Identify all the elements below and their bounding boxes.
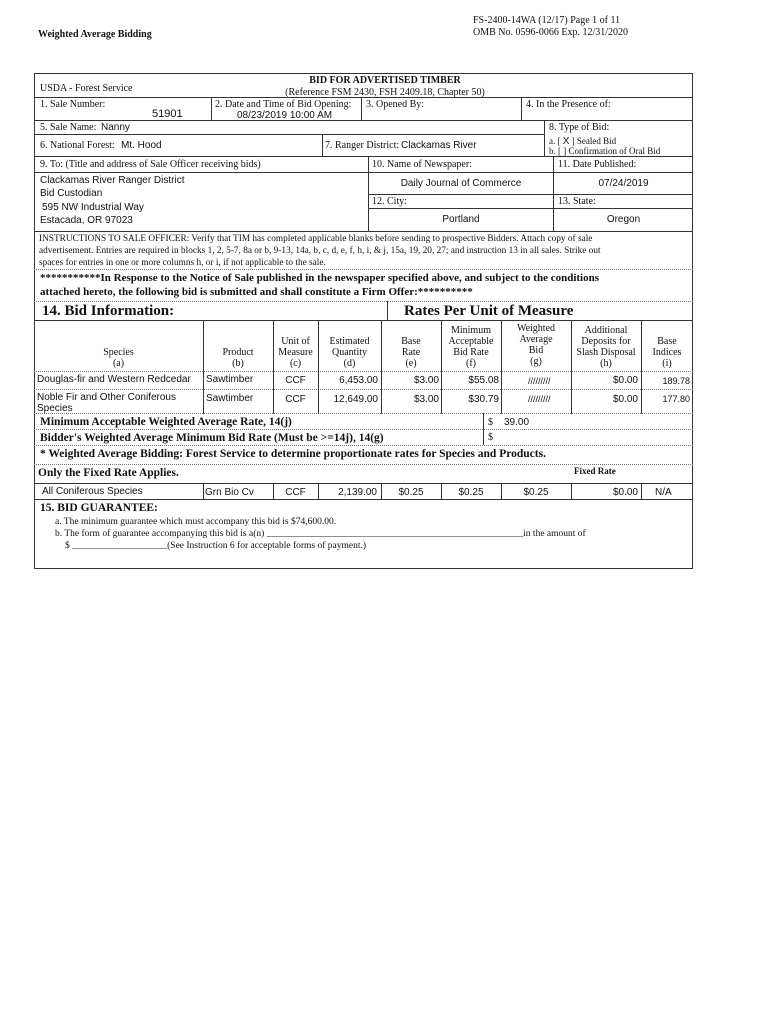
city-label: 12. City: [372, 196, 408, 207]
response-line-2: attached hereto, the following bid is submitted and shall constitute a Firm Offer:********** [40, 286, 473, 298]
column-header-deposits: Additional Deposits for Slash Disposal (h) [576, 325, 636, 369]
min-weighted-rate-label: Minimum Acceptable Weighted Average Rate, 14(j) [40, 416, 292, 428]
city-value: Portland [442, 214, 480, 225]
row2-indices: 177.80 [662, 394, 690, 404]
guarantee-line-a: a. The minimum guarantee which must accompany this bid is $74,600.00. [55, 517, 337, 527]
newspaper-value: Daily Journal of Commerce [400, 178, 522, 189]
column-header-base-rate: Base Rate (e) [401, 336, 421, 369]
form-id: FS-2400-14WA (12/17) Page 1 of 11 [473, 15, 621, 26]
form-reference: (Reference FSM 2430, FSH 2409.18, Chapter 50) [285, 87, 485, 98]
bidder-rate-label: Bidder's Weighted Average Minimum Bid Rate (Must be >=14j), 14(g) [40, 432, 384, 444]
row1-species: Douglas-fir and Western Redcedar [37, 374, 191, 385]
national-forest-label: 6. National Forest: [40, 140, 115, 151]
column-header-indices: Base Indices (i) [652, 336, 682, 369]
fixed-product: Grn Bio Cv [205, 487, 254, 498]
bid-date-label: 2. Date and Time of Bid Opening: [215, 99, 352, 110]
fixed-base-rate: $0.25 [398, 487, 424, 498]
date-published-label: 11. Date Published: [558, 159, 637, 170]
row2-quantity: 12,649.00 [333, 394, 378, 405]
opened-by-label: 3. Opened By: [366, 99, 425, 110]
address-line-3: 595 NW Industrial Way [42, 202, 144, 213]
bid-type-label: 8. Type of Bid: [549, 122, 610, 133]
rates-title: Rates Per Unit of Measure [404, 303, 574, 319]
instructions-line-3: spaces for entries in one or more columns h, or i, if not applicable to the sale. [39, 258, 326, 268]
min-weighted-rate-dollar: $ [488, 417, 493, 428]
fixed-quantity: 2,139.00 [338, 487, 377, 498]
column-header-weighted: Weighted Average Bid (g) [516, 323, 556, 367]
row2-base-rate: $3.00 [413, 394, 439, 405]
ranger-district-label: 7. Ranger District: [325, 140, 400, 151]
address-line-2: Bid Custodian [40, 188, 103, 199]
address-line-4: Estacada, OR 97023 [40, 215, 133, 226]
address-line-1: Clackamas River Ranger District [40, 175, 185, 186]
page-title: Weighted Average Bidding [38, 29, 152, 40]
agency-name: USDA - Forest Service [40, 83, 133, 94]
fixed-indices: N/A [655, 487, 672, 498]
fixed-min-rate: $0.25 [458, 487, 484, 498]
fixed-unit: CCF [285, 487, 306, 498]
bid-date-value: 08/23/2019 10:00 AM [237, 110, 333, 121]
weighted-bidding-note: * Weighted Average Bidding: Forest Service to determine proportionate rates for Species and Products. [40, 448, 546, 460]
fixed-species: All Coniferous Species [42, 486, 143, 497]
row2-weighted: ///////// [528, 394, 551, 404]
form-heading: BID FOR ADVERTISED TIMBER [309, 75, 461, 86]
presence-label: 4. In the Presence of: [526, 99, 611, 110]
sealed-bracket-open: a. [ [549, 136, 561, 146]
fixed-rate-header: Fixed Rate [574, 466, 616, 476]
column-header-product: Product (b) [222, 347, 254, 369]
row2-species: Noble Fir and Other Coniferous [37, 392, 176, 403]
sealed-bracket-close: ] Sealed Bid [571, 136, 617, 146]
bid-info-title: 14. Bid Information: [42, 303, 175, 319]
bid-type-oral[interactable]: b. [ ] Confirmation of Oral Bid [549, 146, 661, 156]
newspaper-label: 10. Name of Newspaper: [372, 159, 472, 170]
sale-name-value: Nanny [101, 122, 130, 133]
date-published-value: 07/24/2019 [598, 178, 649, 189]
state-value: Oregon [606, 214, 641, 225]
min-weighted-rate-value: 39.00 [504, 417, 530, 428]
row1-quantity: 6,453.00 [339, 375, 378, 386]
row1-indices: 189.78 [662, 376, 690, 386]
row1-unit: CCF [285, 375, 306, 386]
ranger-district-value: Clackamas River [401, 140, 477, 151]
guarantee-line-b[interactable]: b. The form of guarantee accompanying this bid is a(n) ______________________________________________________in the amount of [55, 529, 586, 539]
fixed-weighted: $0.25 [523, 487, 549, 498]
fixed-deposits: $0.00 [612, 487, 638, 498]
instructions-line-1: INSTRUCTIONS TO SALE OFFICER: Verify that TIM has completed applicable blanks before sending to prospective Bidders. Attach copy of sale [39, 234, 593, 244]
sale-number-label: 1. Sale Number: [40, 99, 106, 110]
sale-officer-label: 9. To: (Title and address of Sale Officer receiving bids) [40, 159, 261, 170]
state-label: 13. State: [558, 196, 596, 207]
row2-species-cont: Species [37, 403, 73, 414]
row1-deposits: $0.00 [612, 375, 638, 386]
guarantee-line-c[interactable]: $ ____________________(See Instruction 6 for acceptable forms of payment.) [65, 541, 367, 551]
omb-number: OMB No. 0596-0066 Exp. 12/31/2020 [473, 27, 628, 38]
row2-unit: CCF [285, 394, 306, 405]
column-header-quantity: Estimated Quantity (d) [329, 336, 370, 369]
fixed-rate-note: Only the Fixed Rate Applies. [38, 467, 179, 479]
row1-product: Sawtimber [206, 374, 254, 385]
sale-number-value: 51901 [152, 108, 183, 120]
instructions-line-2: advertisement. Entries are required in blocks 1, 2, 5-7, 8a or b, 9-13, 14a, b, c, d, e, f, h, i, & j, 15a, 19, 20, 27; and instruction 13 in all sales. Strike out [39, 246, 601, 256]
sale-name-label: 5. Sale Name: [40, 122, 97, 133]
row2-deposits: $0.00 [612, 394, 638, 405]
column-header-species: Species (a) [103, 347, 134, 369]
row2-min-rate: $30.79 [468, 394, 499, 405]
row2-product: Sawtimber [206, 393, 254, 404]
row1-base-rate: $3.00 [413, 375, 439, 386]
column-header-min-rate: Minimum Acceptable Bid Rate (f) [448, 325, 494, 369]
row1-min-rate: $55.08 [468, 375, 499, 386]
column-header-unit: Unit of Measure (c) [278, 336, 313, 369]
bidder-rate-dollar[interactable]: $ [488, 432, 493, 443]
row1-weighted: ///////// [528, 376, 551, 386]
bid-guarantee-title: 15. BID GUARANTEE: [40, 502, 158, 514]
sealed-check-mark: X [562, 136, 570, 147]
national-forest-value: Mt. Hood [121, 140, 162, 151]
response-line-1: ***********In Response to the Notice of Sale published in the newspaper specified above, and subject to the conditions [40, 272, 600, 284]
